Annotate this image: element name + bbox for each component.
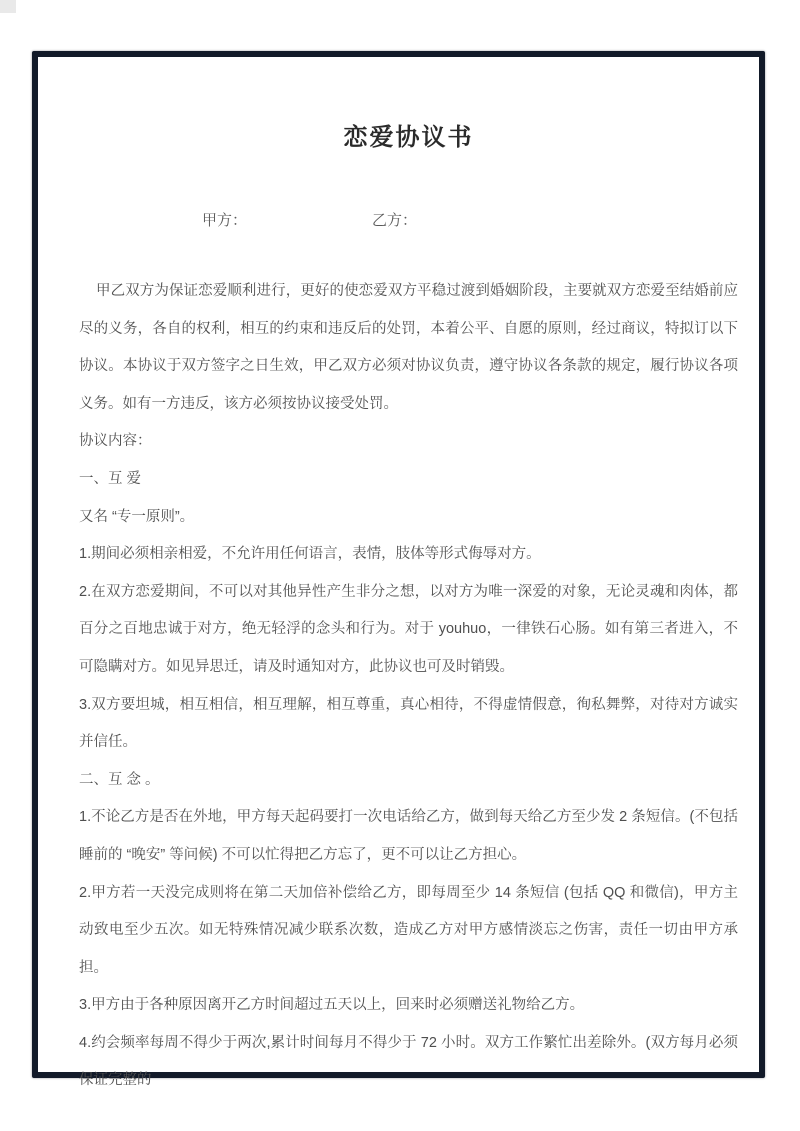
section-1-heading: 一、互 爱 (79, 470, 142, 487)
section-2-heading: 二、互 念 。 (79, 771, 160, 788)
section-2-item-3: 3.甲方由于各种原因离开乙方时间超过五天以上，回来时必须赠送礼物给乙方。 (79, 997, 585, 1014)
section-1-item-1: 1.期间必须相亲相爱，不允许用任何语言，表情，肢体等形式侮辱对方。 (79, 546, 541, 563)
document-title: 恋爱协议书 (343, 124, 474, 151)
party-b-label: 乙方： (372, 212, 418, 229)
parties-row (79, 209, 738, 229)
preamble-paragraph: 甲乙双方为保证恋爱顺利进行，更好的使恋爱双方平稳过渡到婚姻阶段，主要就双方恋爱至结婚前应尽的义务，各自的权利，相互的约束和违反后的处罚，本着公平、自愿的原则，经过商议，特拟订以下协议。本协议于双方签字之日生效，甲乙双方必须对协议负责，遵守协议各条款的规定，履行协议各项义务。如有一方违反，该方必须按协议接受处罚。 (79, 283, 738, 412)
section-2-item-4: 4.约会频率每周不得少于两次,累计时间每月不得少于 72 小时。双方工作繁忙出差除外。(双方每月必须保证完整的 (79, 1034, 738, 1089)
document-page (38, 57, 759, 1089)
section-1-subtitle: 又名 “专一原则”。 (79, 508, 195, 525)
section-2-item-1: 1.不论乙方是否在外地，甲方每天起码要打一次电话给乙方，做到每天给乙方至少发 2 条短信。(不包括睡前的 “晚安” 等问候) 不可以忙得把乙方忘了，更不可以让乙方担心。 (79, 809, 738, 863)
document-frame (32, 51, 765, 1089)
party-a-label: 甲方： (202, 212, 248, 229)
content-heading: 协议内容： (79, 433, 152, 450)
section-2-item-2: 2.甲方若一天没完成则将在第二天加倍补偿给乙方，即每周至少 14 条短信 (包括 QQ 和微信)，甲方主动致电至少五次。如无特殊情况减少联系次数，造成乙方对甲方感情淡忘之伤害，责任一切由甲方承担。 (79, 884, 738, 976)
section-1-item-2: 2.在双方恋爱期间，不可以对其他异性产生非分之想，以对方为唯一深爱的对象，无论灵魂和肉体，都百分之百地忠诚于对方，绝无轻浮的念头和行为。对于 youhuo，一律铁石心肠。如有第三者进入，不可隐瞒对方。如见异思迁，请及时通知对方，此协议也可及时销毁。 (79, 583, 738, 675)
section-1-item-3: 3.双方要坦城，相互相信，相互理解，相互尊重，真心相待，不得虚情假意，徇私舞弊，对待对方诚实并信任。 (79, 696, 738, 751)
scan-artifact (0, 0, 16, 13)
document-body (79, 273, 738, 1100)
